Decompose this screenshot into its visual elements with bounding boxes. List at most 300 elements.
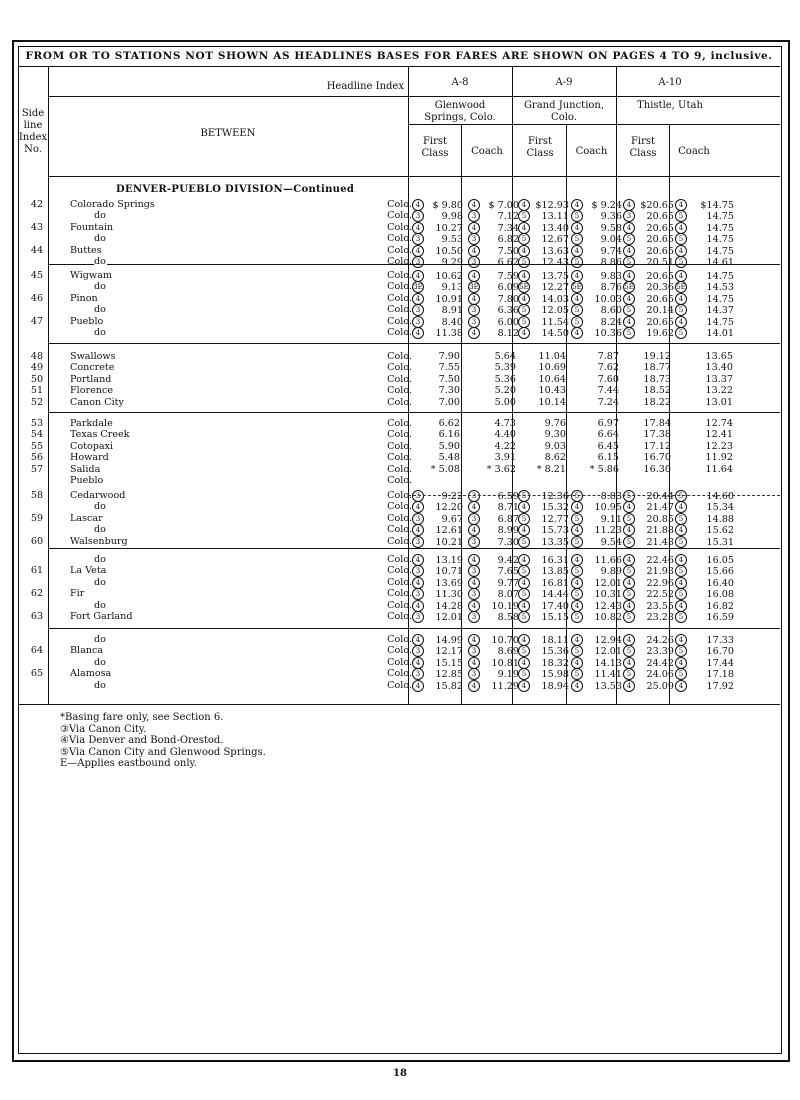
fare-value: 4.22: [494, 441, 516, 452]
fare-value: 10.71: [435, 565, 463, 577]
route-marker-icon: 4: [571, 657, 583, 669]
side-line-index: 53: [30, 418, 44, 429]
station-name: Fountain: [70, 222, 114, 233]
fare-value: 6.59: [497, 490, 519, 502]
fare-cell: [468, 210, 518, 222]
station-cell: [70, 668, 400, 679]
fare-cell: [675, 588, 737, 600]
fare-value: 7.50: [497, 245, 519, 257]
fare-value: 23.23: [646, 611, 674, 623]
fare-value: 7.59: [497, 270, 519, 282]
fare-cell: [518, 475, 570, 486]
route-marker-icon: 4: [412, 270, 424, 282]
fare-value: 9.53: [441, 233, 463, 245]
route-marker-icon: 4: [623, 577, 635, 589]
fare-value: 17.44: [706, 657, 734, 669]
station-name: Florence: [70, 385, 113, 396]
fare-cell: [571, 464, 623, 475]
col-a10-coach: Coach: [678, 146, 710, 157]
station-cell: [70, 490, 400, 501]
side-line-index: 64: [30, 645, 44, 656]
route-marker-icon: 4: [675, 222, 687, 234]
route-marker-icon: 4: [623, 657, 635, 669]
fare-value: 20.85: [646, 513, 674, 525]
fare-value: 9.36: [600, 210, 622, 222]
fare-value: 10.82: [594, 611, 622, 623]
fare-cell: [571, 233, 623, 245]
fare-value: 12.74: [705, 418, 733, 429]
fare-cell: [468, 429, 518, 440]
route-marker-icon: 4: [518, 293, 530, 305]
leader-dots: [70, 278, 400, 279]
fare-value: 12.20: [435, 501, 463, 513]
fare-value: 13.40: [705, 362, 733, 373]
route-marker-icon: 5: [675, 304, 687, 316]
fare-cell: [518, 418, 570, 429]
title-rule: [18, 66, 780, 67]
footnote: ④Via Denver and Bond-Orestod.: [60, 735, 224, 746]
fare-cell: [468, 475, 518, 486]
route-marker-icon: 4: [412, 327, 424, 339]
table-row: [18, 256, 780, 267]
leader-dots: [70, 532, 400, 533]
fare-cell: [675, 536, 737, 548]
fare-cell: [518, 611, 570, 623]
station-name: do: [94, 327, 106, 338]
fare-value: 14.13: [594, 657, 622, 669]
fare-value: 5.39: [494, 362, 516, 373]
fare-value: 6.36: [497, 304, 519, 316]
fare-cell: [518, 256, 570, 268]
fare-value: 25.09: [646, 680, 674, 692]
fare-cell: [412, 429, 467, 440]
station-name: Portland: [70, 374, 112, 385]
leader-dots: [70, 359, 400, 360]
fare-value: 16.59: [706, 611, 734, 623]
route-marker-icon: 3: [468, 645, 480, 657]
route-marker-icon: 3: [412, 611, 424, 623]
state-abbr: Colo.: [387, 385, 412, 396]
fare-cell: [468, 452, 518, 463]
fare-value: 7.30: [438, 385, 460, 396]
table-row: [18, 657, 780, 668]
station-cell: [70, 536, 400, 547]
fare-cell: [571, 418, 623, 429]
station-cell: [70, 199, 400, 210]
station-cell: [70, 418, 400, 429]
route-marker-icon: 4: [675, 634, 687, 646]
fare-cell: [412, 645, 467, 657]
fare-value: 9.19: [497, 668, 519, 680]
route-marker-icon: 5: [623, 611, 635, 623]
fare-cell: [675, 304, 737, 316]
route-marker-icon: 4: [571, 327, 583, 339]
fare-value: $20.65: [640, 199, 674, 211]
fare-value: * 5.86: [589, 464, 619, 475]
state-abbr: Colo.: [387, 490, 412, 501]
fare-cell: [675, 385, 737, 396]
fare-value: 14.44: [541, 588, 569, 600]
leader-dots: [70, 241, 400, 242]
fare-value: 7.55: [438, 362, 460, 373]
fare-value: 12.41: [705, 429, 733, 440]
fare-value: 9.03: [544, 441, 566, 452]
fare-cell: [623, 281, 675, 293]
fare-value: 14.28: [435, 600, 463, 612]
route-marker-icon: 3: [468, 536, 480, 548]
route-marker-icon: 5E: [572, 283, 582, 291]
fare-cell: [468, 536, 518, 548]
route-marker-icon: 4: [468, 600, 480, 612]
fare-cell: [412, 374, 467, 385]
fare-value: 11.38: [435, 327, 463, 339]
fare-value: 9.76: [544, 418, 566, 429]
route-marker-icon: 3: [412, 565, 424, 577]
fare-cell: [623, 524, 675, 536]
fare-cell: [675, 645, 737, 657]
side-line-index: 63: [30, 611, 44, 622]
table-row: [18, 611, 780, 622]
group-rule: [48, 628, 780, 629]
fare-value: 16.08: [706, 588, 734, 600]
fare-cell: [412, 362, 467, 373]
fare-value: 14.61: [706, 256, 734, 268]
fare-cell: [675, 327, 737, 339]
group-rule: [48, 343, 780, 344]
fare-value: $ 9.80: [432, 199, 463, 211]
fare-value: 10.91: [435, 293, 463, 305]
station-cell: [70, 327, 400, 338]
station-cell: [70, 270, 400, 281]
route-marker-icon: 4: [571, 199, 583, 211]
fare-value: 5.64: [494, 351, 516, 362]
station-name: Buttes: [70, 245, 102, 256]
fare-value: 17.40: [541, 600, 569, 612]
fare-cell: [623, 418, 675, 429]
station-cell: [70, 554, 400, 565]
col-a8-name: Glenwood Springs, Colo.: [424, 100, 496, 123]
side-line-index: 44: [30, 245, 44, 256]
leader-dots: [70, 472, 400, 473]
station-name: do: [94, 577, 106, 588]
table-row: [18, 270, 780, 281]
header-rule-3: [48, 176, 780, 177]
fare-cell: [675, 441, 737, 452]
table-row: [18, 281, 780, 292]
fare-cell: [623, 611, 675, 623]
fare-value: 10.21: [435, 536, 463, 548]
leader-dots: [70, 509, 400, 510]
state-abbr: Colo.: [387, 327, 412, 338]
station-name: do: [94, 600, 106, 611]
fare-value: 17.38: [643, 429, 671, 440]
leader-dots: [70, 289, 400, 290]
state-abbr: Colo.: [387, 418, 412, 429]
state-abbr: Colo.: [387, 281, 412, 292]
fare-value: 8.71: [497, 501, 519, 513]
leader-dots: [70, 324, 400, 325]
fare-value: 14.75: [706, 210, 734, 222]
fare-value: 9.11: [600, 513, 622, 525]
group-rule: [48, 412, 780, 413]
fare-value: 15.31: [706, 536, 734, 548]
fare-value: 14.75: [706, 245, 734, 257]
footnote: ⑤Via Canon City and Glenwood Springs.: [60, 746, 266, 758]
col-a10-name: Thistle, Utah: [637, 100, 703, 111]
station-cell: [70, 464, 400, 475]
route-marker-icon: 5: [623, 256, 635, 268]
route-marker-icon: 4: [468, 270, 480, 282]
route-marker-icon: 4: [623, 600, 635, 612]
fare-value: 10.31: [594, 588, 622, 600]
fare-value: 12.85: [435, 668, 463, 680]
fare-value: 20.36: [646, 281, 674, 293]
fare-value: 12.77: [541, 513, 569, 525]
fare-cell: [518, 452, 570, 463]
table-row: [18, 385, 780, 396]
station-name: do: [94, 501, 106, 512]
fare-value: 9.22: [441, 490, 463, 502]
route-marker-icon: 5: [571, 256, 583, 268]
route-marker-icon: 4: [412, 554, 424, 566]
side-line-index: 48: [30, 351, 44, 362]
station-name: Lascar: [70, 513, 103, 524]
fare-value: 13.75: [541, 270, 569, 282]
station-cell: [70, 680, 400, 691]
route-marker-icon: 4: [518, 327, 530, 339]
table-row: [18, 245, 780, 256]
fare-cell: [675, 524, 737, 536]
fare-value: 6.00: [497, 316, 519, 328]
station-cell: [70, 397, 400, 408]
fare-cell: [571, 327, 623, 339]
route-marker-icon: 4: [412, 634, 424, 646]
fare-cell: [468, 645, 518, 657]
fare-value: 5.48: [438, 452, 460, 463]
fare-cell: [623, 327, 675, 339]
fare-value: 9.74: [600, 245, 622, 257]
fare-value: 18.77: [643, 362, 671, 373]
route-marker-icon: 3: [468, 304, 480, 316]
route-marker-icon: 5: [571, 233, 583, 245]
station-cell: [70, 233, 400, 244]
route-marker-icon: 5: [571, 536, 583, 548]
fare-value: 13.11: [541, 210, 569, 222]
fare-cell: [468, 588, 518, 600]
fare-cell: [571, 588, 623, 600]
route-marker-icon: 4: [412, 680, 424, 692]
route-marker-icon: 4: [623, 245, 635, 257]
route-marker-icon: 5: [623, 565, 635, 577]
table-row: [18, 210, 780, 221]
fare-cell: [623, 397, 675, 408]
fare-value: 12.01: [435, 611, 463, 623]
route-marker-icon: 4: [623, 293, 635, 305]
route-marker-icon: 4: [468, 554, 480, 566]
route-marker-icon: 5: [675, 233, 687, 245]
state-abbr: Colo.: [387, 513, 412, 524]
station-name: do: [94, 657, 106, 668]
fare-value: 8.99: [497, 524, 519, 536]
fare-value: 20.65: [646, 233, 674, 245]
leader-dots: [70, 449, 400, 450]
fare-cell: [571, 281, 623, 293]
fare-value: 19.12: [643, 351, 671, 362]
fare-cell: [623, 304, 675, 316]
fare-value: $14.75: [700, 199, 734, 211]
route-marker-icon: 5: [518, 668, 530, 680]
fare-value: $ 9.24: [591, 199, 622, 211]
route-marker-icon: 4: [571, 293, 583, 305]
fare-cell: [468, 385, 518, 396]
state-abbr: Colo.: [387, 210, 412, 221]
leader-dots: [70, 483, 400, 484]
route-marker-icon: 4: [571, 680, 583, 692]
fare-value: 5.20: [494, 385, 516, 396]
fare-cell: [468, 351, 518, 362]
fare-cell: [468, 256, 518, 268]
state-abbr: Colo.: [387, 429, 412, 440]
fare-cell: [412, 397, 467, 408]
route-marker-icon: 4: [571, 270, 583, 282]
fare-cell: [518, 565, 570, 577]
state-abbr: Colo.: [387, 645, 412, 656]
route-marker-icon: 3: [468, 513, 480, 525]
station-name: Texas Creek: [70, 429, 130, 440]
fare-cell: [412, 501, 467, 513]
fare-cell: [675, 351, 737, 362]
route-marker-icon: 5: [623, 233, 635, 245]
state-abbr: Colo.: [387, 524, 412, 535]
fare-value: 12.61: [435, 524, 463, 536]
route-marker-icon: 5: [571, 490, 583, 502]
fare-value: 12.43: [594, 600, 622, 612]
table-row: [18, 199, 780, 210]
table-row: [18, 577, 780, 588]
col-a9-first-class: First Class: [526, 136, 554, 159]
route-marker-icon: 4: [518, 222, 530, 234]
leader-dots: [70, 370, 400, 371]
fare-value: 14.53: [706, 281, 734, 293]
route-marker-icon: 3: [412, 536, 424, 548]
fare-value: 6.87: [497, 513, 519, 525]
route-marker-icon: 4: [571, 554, 583, 566]
fare-value: 16.81: [541, 577, 569, 589]
route-marker-icon: 4: [623, 270, 635, 282]
fare-value: 14.03: [541, 293, 569, 305]
fare-value: 10.50: [435, 245, 463, 257]
fare-cell: [412, 304, 467, 316]
fare-value: 7.30: [497, 536, 519, 548]
route-marker-icon: 4: [675, 270, 687, 282]
route-marker-icon: 5: [623, 327, 635, 339]
fare-value: 8.83: [600, 490, 622, 502]
route-marker-icon: 5: [518, 316, 530, 328]
fare-cell: [623, 233, 675, 245]
fare-cell: [675, 374, 737, 385]
fare-value: 16.70: [643, 452, 671, 463]
route-marker-icon: 3: [412, 233, 424, 245]
fare-cell: [468, 327, 518, 339]
route-marker-icon: 5: [518, 210, 530, 222]
fare-value: 16.31: [541, 554, 569, 566]
fare-value: 16.40: [706, 577, 734, 589]
table-row: [18, 327, 780, 338]
station-cell: [70, 577, 400, 588]
station-cell: [70, 429, 400, 440]
fare-value: 13.65: [705, 351, 733, 362]
route-marker-icon: 4: [468, 634, 480, 646]
fare-cell: [675, 210, 737, 222]
col-a10-first-class: First Class: [629, 136, 657, 159]
route-marker-icon: 4: [675, 524, 687, 536]
route-marker-icon: 4: [518, 501, 530, 513]
route-marker-icon: 5: [518, 565, 530, 577]
fare-cell: [468, 668, 518, 680]
table-row: [18, 588, 780, 599]
fare-cell: [412, 233, 467, 245]
fare-value: 13.85: [541, 565, 569, 577]
fare-cell: [468, 441, 518, 452]
fare-cell: [623, 588, 675, 600]
header-rule-2: [408, 124, 780, 125]
fare-value: 9.29: [441, 256, 463, 268]
route-marker-icon: 5: [571, 210, 583, 222]
state-abbr: Colo.: [387, 600, 412, 611]
state-abbr: Colo.: [387, 245, 412, 256]
side-line-index: 45: [30, 270, 44, 281]
fare-cell: [468, 464, 518, 475]
station-cell: [70, 475, 400, 486]
table-row: [18, 362, 780, 373]
fare-value: 9.89: [600, 565, 622, 577]
fare-value: 17.92: [706, 680, 734, 692]
fare-value: 18.73: [643, 374, 671, 385]
station-cell: [70, 316, 400, 327]
fare-value: 18.94: [541, 680, 569, 692]
fare-cell: [412, 524, 467, 536]
route-marker-icon: 5: [571, 565, 583, 577]
col-a9-coach: Coach: [575, 146, 608, 157]
fare-value: 21.88: [646, 524, 674, 536]
fare-value: * 8.21: [536, 464, 566, 475]
fare-value: 9.67: [441, 513, 463, 525]
col-a9-code: A-9: [555, 77, 573, 88]
fare-value: 10.19: [491, 600, 519, 612]
fare-cell: [623, 565, 675, 577]
fare-cell: [571, 362, 623, 373]
fare-value: 14.75: [706, 222, 734, 234]
fare-cell: [623, 441, 675, 452]
fare-cell: [518, 385, 570, 396]
station-name: Wigwam: [70, 270, 112, 281]
fare-value: 6.64: [597, 429, 619, 440]
fare-value: 6.15: [597, 452, 619, 463]
fare-value: 7.34: [497, 222, 519, 234]
fare-value: 14.60: [706, 490, 734, 502]
fare-value: 9.04: [600, 233, 622, 245]
side-line-index: 56: [30, 452, 44, 463]
route-marker-icon: 5: [623, 536, 635, 548]
fare-cell: [518, 210, 570, 222]
route-marker-icon: 3: [412, 645, 424, 657]
route-marker-icon: 3: [412, 513, 424, 525]
route-marker-icon: 5: [518, 304, 530, 316]
fare-cell: [571, 680, 623, 692]
fare-value: 10.70: [491, 634, 519, 646]
fare-value: 14.99: [435, 634, 463, 646]
station-name: do: [94, 210, 106, 221]
